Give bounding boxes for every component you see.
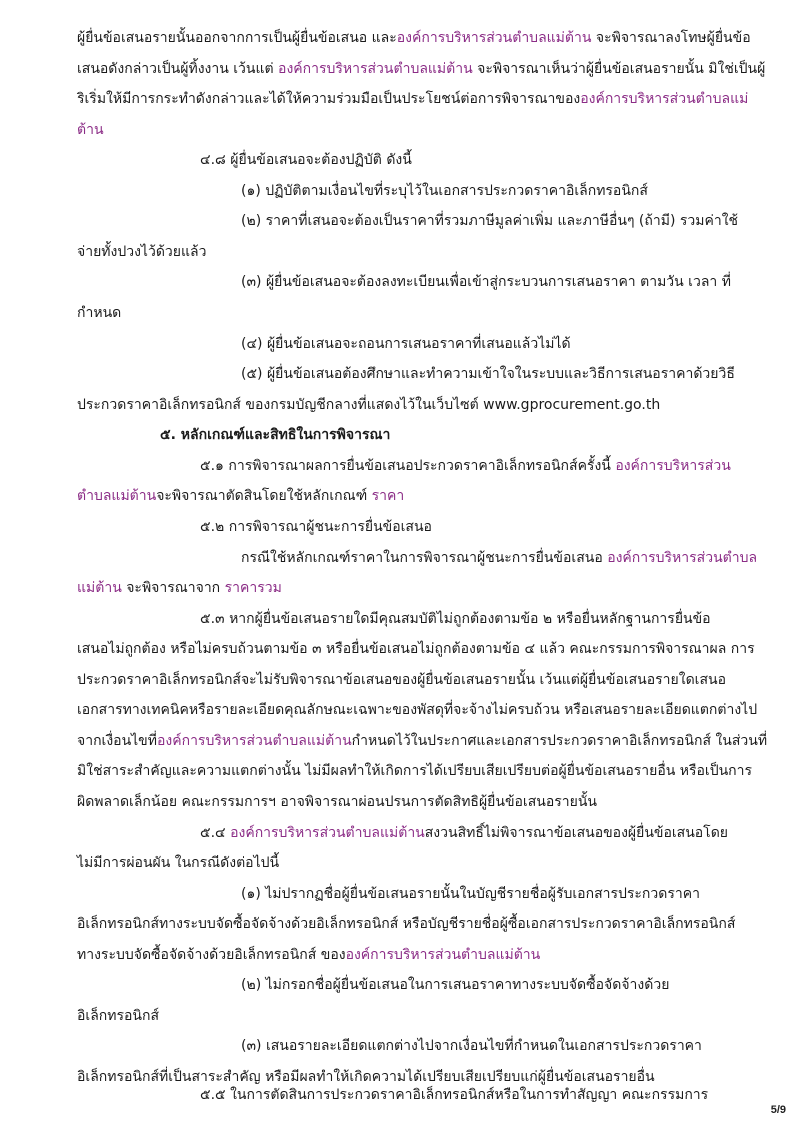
text-line: [241, 211, 738, 231]
text-segment: ประกวดราคาอิเล็กทรอนิกส์จะไม่รับพิจารณาข้อเสนอของผู้ยื่นข้อเสนอรายนั้น เว้นแต่ผู้ยื่นข้อเสนอรายใดเสนอ: [77, 672, 726, 688]
text-line: [241, 181, 648, 201]
text-segment: (๑) ปฏิบัติตามเงื่อนไขที่ระบุไว้ในเอกสารประกวดราคาอิเล็กทรอนิกส์: [241, 183, 648, 199]
text-line: [77, 1067, 655, 1087]
section-heading: ๕. หลักเกณฑ์และสิทธิในการพิจารณา: [160, 427, 391, 443]
text-segment: ๕.๔: [200, 825, 231, 841]
organization-name: องค์การบริหารส่วนตำบลแม่ต้าน: [278, 61, 473, 77]
text-segment: ประกวดราคาอิเล็กทรอนิกส์ ของกรมบัญชีกลางที่แสดงไว้ในเว็บไซต์ www.gprocurement.go.th: [77, 397, 661, 413]
text-segment: ไม่มีการผ่อนผัน ในกรณีดังต่อไปนี้: [77, 855, 280, 871]
text-segment: (๒) ราคาที่เสนอจะต้องเป็นราคาที่รวมภาษีมูลค่าเพิ่ม และภาษีอื่นๆ (ถ้ามี) รวมค่าใช้: [241, 213, 739, 229]
text-line: [241, 548, 757, 568]
text-line: [77, 28, 751, 48]
organization-name: องค์การบริหารส่วนตำบล: [607, 550, 758, 566]
organization-name: องค์การบริหารส่วน: [615, 458, 731, 474]
text-line: [77, 914, 735, 934]
text-line: [200, 823, 728, 843]
text-segment: (๓) เสนอรายละเอียดแตกต่างไปจากเงื่อนไขที่กำหนดในเอกสารประกวดราคา: [241, 1038, 702, 1054]
text-line: [200, 150, 412, 170]
organization-name: ต้าน: [77, 122, 104, 138]
text-segment: ๕.๓ หากผู้ยื่นข้อเสนอรายใดมีคุณสมบัติไม่ถูกต้องตามข้อ ๒ หรือยื่นหลักฐานการยื่นข้อ: [200, 611, 711, 627]
text-segment: อิเล็กทรอนิกส์: [77, 1008, 159, 1024]
text-line: [77, 853, 279, 873]
text-line: [77, 120, 104, 140]
text-segment: (๔) ผู้ยื่นข้อเสนอจะถอนการเสนอราคาที่เสนอแล้วไม่ได้: [241, 336, 571, 352]
text-line: [77, 578, 282, 598]
text-line: [77, 486, 404, 506]
text-segment: อิเล็กทรอนิกส์ที่เป็นสาระสำคัญ หรือมีผลทำให้เกิดความได้เปรียบเสียเปรียบแก่ผู้ยื่นข้อเสนอรายอื่น: [77, 1069, 655, 1085]
text-segment: (๓) ผู้ยื่นข้อเสนอจะต้องลงทะเบียนเพื่อเข้าสู่กระบวนการเสนอราคา ตามวัน เวลา ที่: [241, 274, 731, 290]
text-segment: (๕) ผู้ยื่นข้อเสนอต้องศึกษาและทำความเข้าใจในระบบและวิธีการเสนอราคาด้วยวิธี: [241, 366, 735, 382]
text-line: [77, 945, 540, 965]
text-line: [200, 1085, 708, 1105]
text-segment: ๔.๘ ผู้ยื่นข้อเสนอจะต้องปฏิบัติ ดังนี้: [200, 152, 412, 168]
text-line: [77, 670, 726, 690]
organization-name: องค์การบริหารส่วนตำบลแม่ต้าน: [230, 825, 425, 841]
text-segment: มิใช่สาระสำคัญและความแตกต่างนั้น ไม่มีผลทำให้เกิดการได้เปรียบเสียเปรียบต่อผู้ยื่นข้อเสนอรายอื่น หรือเป็นการ: [77, 763, 753, 779]
text-segment: จะพิจารณาตัดสินโดยใช้หลักเกณฑ์: [156, 488, 372, 504]
text-line: [77, 639, 755, 659]
organization-name: ราคารวม: [224, 580, 282, 596]
text-line: [241, 272, 731, 292]
text-segment: สงวนสิทธิ์ไม่พิจารณาข้อเสนอของผู้ยื่นข้อเสนอโดย: [424, 825, 728, 841]
organization-name: องค์การบริหารส่วนตำบลแม่ต้าน: [156, 733, 352, 749]
text-line: [241, 1036, 702, 1056]
text-segment: กำหนด: [77, 305, 122, 321]
organization-name: องค์การบริหารส่วนตำบลแม่: [580, 91, 749, 107]
text-segment: จะพิจารณาจาก: [121, 580, 225, 596]
text-segment: จากเงื่อนไขที่: [77, 733, 157, 749]
page-number: 5/9: [770, 1104, 786, 1116]
text-segment: (๑) ไม่ปรากฏชื่อผู้ยื่นข้อเสนอรายนั้นในบัญชีรายชื่อผู้รับเอกสารประกวดราคา: [241, 886, 700, 902]
text-segment: จะพิจารณาเห็นว่าผู้ยื่นข้อเสนอรายนั้น มิใช่เป็นผู้: [472, 61, 766, 77]
text-segment: ริเริ่มให้มีการกระทำดังกล่าวและได้ให้ความร่วมมือเป็นประโยชน์ต่อการพิจารณาของ: [77, 91, 581, 107]
organization-name: ราคา: [371, 488, 405, 504]
text-line: [160, 425, 390, 445]
text-line: [77, 1006, 159, 1026]
text-segment: (๒) ไม่กรอกชื่อผู้ยื่นข้อเสนอในการเสนอราคาทางระบบจัดซื้อจัดจ้างด้วย: [241, 977, 670, 993]
text-line: [77, 792, 597, 812]
text-line: [200, 609, 711, 629]
text-segment: เสนอดังกล่าวเป็นผู้ทิ้งงาน เว้นแต่: [77, 61, 279, 77]
text-line: [200, 456, 731, 476]
text-segment: เอกสารทางเทคนิคหรือรายละเอียดคุณลักษณะเฉพาะของพัสดุที่จะจ้างไม่ครบถ้วน หรือเสนอรายละเอียดแตกต่างไป: [77, 702, 758, 718]
organization-name: แม่ต้าน: [77, 580, 122, 596]
text-line: [241, 364, 735, 384]
organization-name: องค์การบริหารส่วนตำบลแม่ต้าน: [396, 30, 592, 46]
text-segment: อิเล็กทรอนิกส์ทางระบบจัดซื้อจัดจ้างด้วยอิเล็กทรอนิกส์ หรือบัญชีรายชื่อผู้ซื้อเอกสารประกวดราคาอิเล็กทรอนิกส์: [77, 916, 736, 932]
text-segment: ผิดพลาดเล็กน้อย คณะกรรมการฯ อาจพิจารณาผ่อนปรนการตัดสิทธิผู้ยื่นข้อเสนอรายนั้น: [77, 794, 597, 810]
text-segment: จะพิจารณาลงโทษผู้ยื่นข้อ: [591, 30, 751, 46]
organization-name: ตำบลแม่ต้าน: [77, 488, 157, 504]
text-segment: ผู้ยื่นข้อเสนอรายนั้นออกจากการเป็นผู้ยื่นข้อเสนอ และ: [77, 30, 397, 46]
text-line: [241, 334, 571, 354]
organization-name: องค์การบริหารส่วนตำบลแม่ต้าน: [345, 947, 541, 963]
text-line: [77, 731, 767, 751]
text-line: [77, 89, 748, 109]
text-segment: กำหนดไว้ในประกาศและเอกสารประกวดราคาอิเล็กทรอนิกส์ ในส่วนที่: [351, 733, 768, 749]
text-line: [241, 884, 700, 904]
text-line: [77, 761, 752, 781]
text-segment: ๕.๒ การพิจารณาผู้ชนะการยื่นข้อเสนอ: [200, 519, 432, 535]
text-line: [77, 59, 765, 79]
text-segment: ๕.๑ การพิจารณาผลการยื่นข้อเสนอประกวดราคาอิเล็กทรอนิกส์ครั้งนี้: [200, 458, 616, 474]
text-segment: ทางระบบจัดซื้อจัดจ้างด้วยอิเล็กทรอนิกส์ ของ: [77, 947, 346, 963]
text-line: [77, 242, 206, 262]
text-line: [77, 700, 757, 720]
text-line: [77, 303, 121, 323]
text-segment: จ่ายทั้งปวงไว้ด้วยแล้ว: [77, 244, 207, 260]
text-segment: กรณีใช้หลักเกณฑ์ราคาในการพิจารณาผู้ชนะการยื่นข้อเสนอ: [241, 550, 608, 566]
text-segment: ๕.๕ ในการตัดสินการประกวดราคาอิเล็กทรอนิกส์หรือในการทำสัญญา คณะกรรมการ: [200, 1087, 709, 1103]
text-line: [200, 517, 432, 537]
text-line: [241, 975, 669, 995]
text-line: [77, 395, 660, 415]
text-segment: เสนอไม่ถูกต้อง หรือไม่ครบถ้วนตามข้อ ๓ หรือยื่นข้อเสนอไม่ถูกต้องตามข้อ ๔ แล้ว คณะกรรมการพิจารณาผล การ: [77, 641, 755, 657]
